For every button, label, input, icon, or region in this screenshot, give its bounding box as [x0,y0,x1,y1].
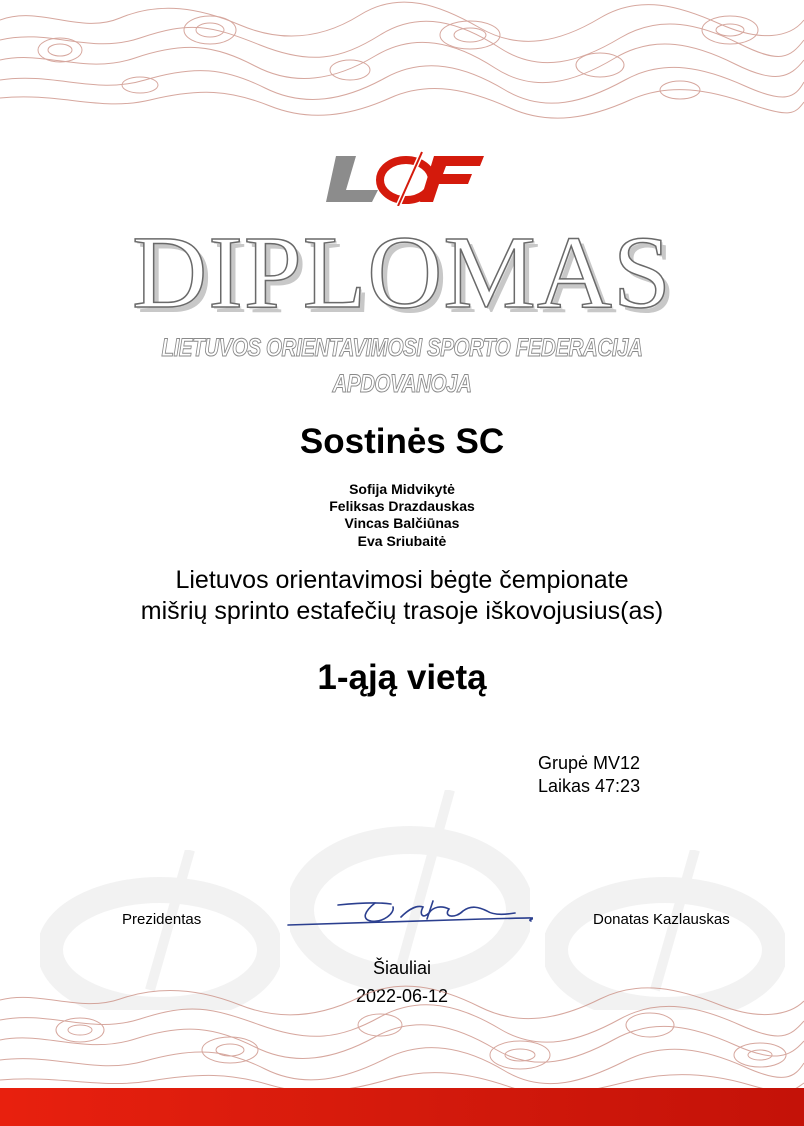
place-awarded: 1-ąją vietą [317,658,487,697]
time-label: Laikas 47:23 [538,776,641,796]
team-member: Vincas Balčiūnas [344,515,460,531]
achievement-text: mišrių sprinto estafečių trasoje iškovojusius(as) [140,597,664,625]
team-member: Eva Sriubaitė [357,533,447,549]
federation-name: LIETUVOS ORIENTAVIMOSI SPORTO FEDERACIJA [161,334,643,362]
president-label: Prezidentas [122,911,202,928]
date: 2022-06-12 [355,986,449,1006]
city: Šiauliai [372,958,432,978]
president-name: Donatas Kazlauskas [593,911,730,928]
signature-icon [283,893,533,935]
result-details [538,752,640,798]
team-member: Sofija Midvikytė [349,481,455,497]
group-label: Grupė MV12 [538,753,641,773]
achievement-text: Lietuvos orientavimosi bėgte čempionate [175,566,629,594]
topographic-pattern-icon [0,0,804,125]
team-name: Sostinės SC [299,422,505,461]
diploma-title: DIPLOMAS [132,215,672,330]
team-member: Feliksas Drazdauskas [329,498,475,514]
footer-red-band [0,1088,804,1126]
awards-text: APDOVANOJA [332,370,472,398]
topographic-pattern-icon [0,985,804,1090]
lof-logo-icon [322,150,488,206]
